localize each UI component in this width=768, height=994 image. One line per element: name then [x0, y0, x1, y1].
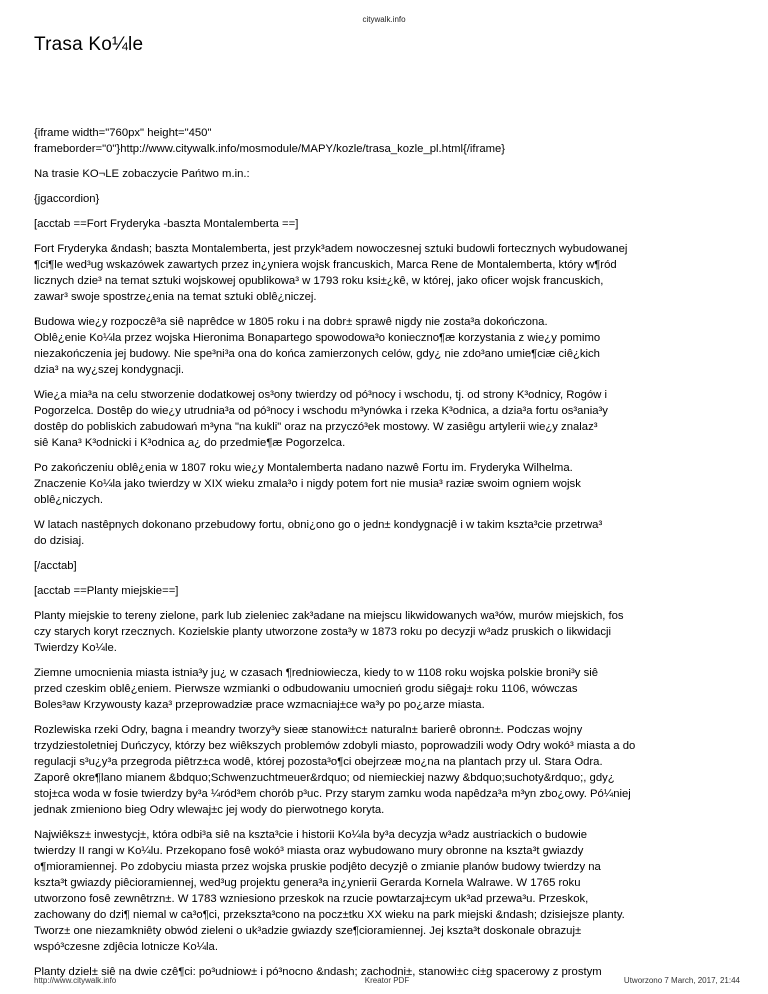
site-header: citywalk.info	[362, 15, 406, 24]
acctab-open-planty: [acctab ==Planty miejskie==]	[34, 585, 179, 597]
body-paragraph: Ziemne umocnienia miasta istnia³y ju¿ w czasach ¶redniowiecza, kiedy to w 1108 roku wojska polskie broni³y siê przed czeskim oblê¿eniem. Pierwsze wzmianki o odbudowaniu umocnień grodu siêgaj± roku 1106, wówczas Boles³aw Krzywousty kaza³ przeprowadziæ prace wzmacniaj±ce wa³y po po¿arze miasta.	[34, 667, 599, 711]
footer-timestamp: Utworzono 7 March, 2017, 21:44	[623, 976, 740, 985]
body-paragraph: Planty dziel± siê na dwie czê¶ci: po³udniow± i pó³nocno &ndash; zachodni±, stanowi±c ci±g spacerowy z prostym	[34, 966, 602, 978]
footer-generator: Kreator PDF	[364, 976, 410, 985]
page-footer	[34, 976, 740, 988]
body-paragraph: Planty miejskie to tereny zielone, park lub zieleniec zak³adane na miejscu likwidowanych wa³ów, murów miejskich, fos czy starych koryt rzecznych. Kozielskie planty utworzone zosta³y w 1873 roku po decyzji w³adz pruskich o likwidacji Twierdzy Ko¼le.	[34, 610, 624, 654]
body-paragraph: Rozlewiska rzeki Odry, bagna i meandry tworzy³y sieæ stanowi±c± naturaln± barierê obronn±. Podczas wojny trzydziestoletniej Duńczycy, którzy bez wiêkszych problemów zdobyli miasto, poprowadzili wody Odry wokó³ miasta a do regulacji s³u¿y³a przegroda piêtrz±ca wodê, której pozosta³o¶ci obejrzeæ mo¿na na plantach przy ul. Stara Odra. Zaporê okre¶lano mianem &bdquo;Schwenzuchtmeuer&rdquo; od niemieckiej nazwy &bdquo;suchoty&rdquo;, gdy¿ stoj±ca woda w fosie twierdzy by³a ¼ród³em chorób p³uc. Przy starym zamku woda napêdza³a m³yn zbo¿owy. Pó¼niej jednak zmieniono bieg Odry wlewaj±c jej wody do pierwotnego koryta.	[34, 724, 636, 816]
acctab-open-fort: [acctab ==Fort Fryderyka -baszta Montalemberta ==]	[34, 218, 299, 230]
iframe-code-paragraph: {iframe width="760px" height="450" frameborder="0"}http://www.citywalk.info/mosmodule/MAPY/kozle/trasa_kozle_pl.html{/iframe}	[34, 127, 506, 155]
accordion-tag: {jgaccordion}	[34, 193, 100, 205]
body-paragraph: W latach nastêpnych dokonano przebudowy fortu, obni¿ono go o jedn± kondygnacjê i w takim kszta³cie przetrwa³ do dzisiaj.	[34, 519, 603, 547]
intro-paragraph: Na trasie KO¬LE zobaczycie Pańtwo m.in.:	[34, 168, 250, 180]
page-title: Trasa Ko¼le	[34, 34, 144, 55]
footer-url[interactable]: http://www.citywalk.info	[34, 976, 117, 985]
article-body	[34, 125, 740, 989]
acctab-close: [/acctab]	[34, 560, 77, 572]
body-paragraph: Fort Fryderyka &ndash; baszta Montalemberta, jest przyk³adem nowoczesnej sztuki budowli fortecznych wybudowanej ¶ci¶le wed³ug wskazówek zawartych przez in¿yniera wojsk francuskich, Marca Rene de Montalemberta, który w¶ród licznych dzie³ na temat sztuki wojskowej opublikowa³ w 1793 roku ksi±¿kê, w której, jako oficer wojsk francuskich, zawar³ swoje spostrze¿enia na temat sztuki oblê¿niczej.	[34, 243, 628, 303]
body-paragraph: Budowa wie¿y rozpoczê³a siê naprêdce w 1805 roku i na dobr± sprawê nigdy nie zosta³a dokończona. Oblê¿enie Ko¼la przez wojska Hieronima Bonapartego spowodowa³o konieczno¶æ korzystania z wie¿y pomimo niezakończenia jej budowy. Nie spe³ni³a ona do końca zamierzonych celów, gdy¿ nie zdo³ano umie¶ciæ ciê¿kich dzia³ na wy¿szej kondygnacji.	[34, 316, 601, 376]
body-paragraph: Wie¿a mia³a na celu stworzenie dodatkowej os³ony twierdzy od pó³nocy i wschodu, tj. od strony K³odnicy, Rogów i Pogorzelca. Dostêp do wie¿y utrudnia³a od pó³nocy i wschodu m³ynówka i rzeka K³odnica, a dzia³a fortu os³ania³y dostêp do pobliskich zabudowań m³yna "na kukli" oraz na przyczó³ek mostowy. W zasiêgu artylerii wie¿y znalaz³ siê Kana³ K³odnicki i K³odnica a¿ do przedmie¶æ Pogorzelca.	[34, 389, 608, 449]
body-paragraph: Po zakończeniu oblê¿enia w 1807 roku wie¿y Montalemberta nadano nazwê Fortu im. Fryderyka Wilhelma. Znaczenie Ko¼la jako twierdzy w XIX wieku zmala³o i nigdy potem fort nie musia³ raziæ swoim ogniem wojsk oblê¿niczych.	[34, 462, 581, 506]
body-paragraph: Najwiêksz± inwestycj±, która odbi³a siê na kszta³cie i historii Ko¼la by³a decyzja w³adz austriackich o budowie twierdzy II rangi w Ko¼lu. Przekopano fosê wokó³ miasta oraz wybudowano mury obronne na kszta³t gwiazdy o¶mioramiennej. Po zdobyciu miasta przez wojska pruskie podjêto decyzjê o zmianie planów budowy twierdzy na kszta³t gwiazdy piêcioramiennej, wed³ug projektu genera³a in¿ynierii Gerarda Kornela Walrawe. W 1765 roku utworzono fosê zewnêtrzn±. W 1783 wzniesiono przeskok na rzucie powtarzaj±cym uk³ad przewa³u. Przeskok, zachowany do dzi¶ niemal w ca³o¶ci, przekszta³cono na pocz±tku XX wieku na park miejski &ndash; dzisiejsze planty. Tworz± one niezamkniêty obwód zieleni o uk³adzie gwiazdy sze¶cioramiennej. Jej kszta³t doskonale obrazuj± wspó³czesne zdjêcia lotnicze Ko¼la.	[34, 829, 625, 953]
